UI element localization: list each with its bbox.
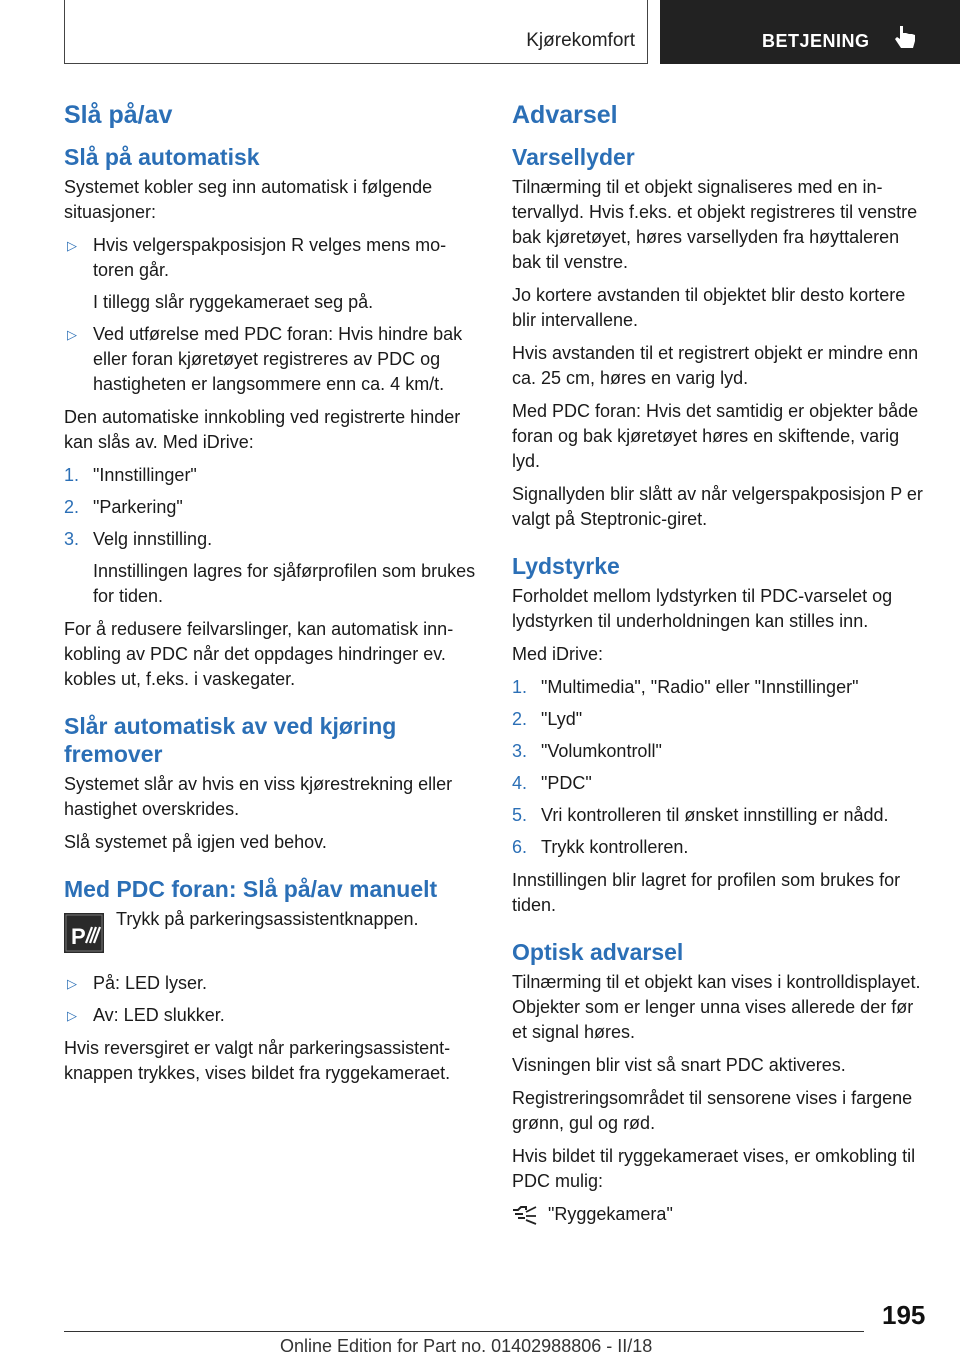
numbered-steps bbox=[64, 463, 476, 609]
paragraph: Den automatiske innkobling ved registrerte hinder kan slås av. Med iDrive: bbox=[64, 407, 461, 453]
list-item: 5. Vri kontrolleren til ønsket innstilling er nådd. bbox=[512, 805, 889, 826]
footer-divider bbox=[64, 1331, 864, 1332]
page-number: 195 bbox=[882, 1300, 926, 1330]
svg-text:P: P bbox=[71, 924, 86, 950]
heading-manual-pdc: Med PDC foran: Slå på/av manuelt bbox=[64, 876, 438, 903]
heading-warning-sounds: Varsellyder bbox=[512, 144, 635, 171]
heading-auto-off: Slår automatisk av ved kjøring fremover bbox=[64, 713, 397, 768]
footer-edition: Online Edition for Part no. 01402988806 - II/18 bbox=[280, 1336, 653, 1356]
paragraph: Systemet kobler seg inn automatisk i følgende situasjoner: bbox=[64, 177, 433, 223]
paragraph: For å redusere feilvarslinger, kan automatisk innkobling av PDC når det oppdages hindringer ev. kobles ut, f.eks. i vaskegater. bbox=[64, 619, 454, 690]
paragraph: Med PDC foran: Hvis det samtidig er objekter både foran og bak kjøretøyet høres en skiftende, varig lyd. bbox=[512, 401, 919, 472]
list-item: 3. Velg innstilling. Innstillingen lagres for sjåførprofilen som brukes for tiden. bbox=[64, 529, 476, 607]
numbered-steps bbox=[512, 675, 926, 860]
header-chapter-title: BETJENING bbox=[762, 31, 870, 51]
paragraph: Slå systemet på igjen ved behov. bbox=[64, 832, 327, 853]
paragraph: Registreringsområdet til sensorene vises i fargene grønn, gul og rød. bbox=[512, 1088, 913, 1134]
triangle-bullet-icon: ▷ bbox=[67, 238, 77, 254]
list-item: 1. "Innstillinger" bbox=[64, 465, 197, 486]
paragraph: Visningen blir vist så snart PDC aktiveres. bbox=[512, 1055, 846, 1076]
right-column bbox=[512, 100, 926, 1230]
heading-volume: Lydstyrke bbox=[512, 553, 620, 580]
paragraph: Tilnærming til et objekt kan vises i kontrolldisplayet. Objekter som er lenger unna vises allerede der før et signal høres. bbox=[512, 972, 921, 1043]
header-chapter-tab bbox=[660, 0, 960, 64]
rear-camera-icon bbox=[512, 1205, 538, 1225]
paragraph: Hvis avstanden til et registrert objekt er mindre enn ca. 25 cm, høres en varig lyd. bbox=[512, 343, 919, 389]
list-item: ▷ På: LED lyser. bbox=[64, 971, 476, 996]
list-item: ▷ Hvis velgerspakposisjon R velges mens motoren går. I tillegg slår ryggekameraet seg på. bbox=[67, 235, 447, 313]
header-section-title: Kjørekomfort bbox=[526, 30, 635, 51]
parking-assistant-button-icon bbox=[64, 913, 104, 953]
triangle-bullet-icon: ▷ bbox=[67, 327, 77, 343]
header-section-box bbox=[64, 0, 648, 64]
heading-switch-on-off: Slå på/av bbox=[64, 101, 173, 129]
paragraph: Hvis bildet til ryggekameraet vises, er omkobling til PDC mulig: bbox=[512, 1146, 916, 1192]
triangle-bullet-icon: ▷ bbox=[67, 1008, 77, 1024]
list-item: ▷ Ved utførelse med PDC foran: Hvis hindre bak eller foran kjøretøyet registreres av PDC og hastigheten er langsommere enn ca. 4 km/t. bbox=[67, 324, 463, 395]
heading-warning: Advarsel bbox=[512, 101, 618, 129]
paragraph: Innstillingen blir lagret for profilen som brukes for tiden. bbox=[512, 870, 901, 916]
paragraph: Med iDrive: bbox=[512, 644, 604, 665]
button-instruction: P Trykk på parkeringsassistentknappen. bbox=[64, 907, 476, 959]
list-item: 2. "Lyd" bbox=[512, 709, 583, 730]
paragraph: Hvis reversgiret er valgt når parkeringsassistentknappen trykkes, vises bildet fra ryggekameraet. bbox=[64, 1038, 451, 1084]
list-item: 3. "Volumkontroll" bbox=[512, 741, 662, 762]
pointing-hand-icon bbox=[894, 24, 918, 52]
paragraph: Systemet slår av hvis en viss kjørestrekning eller hastighet overskrides. bbox=[64, 774, 453, 820]
list-item: ▷ Av: LED slukker. bbox=[64, 1003, 476, 1028]
paragraph: Signallyden blir slått av når velgerspakposisjon P er valgt på Steptronic-giret. bbox=[512, 484, 923, 530]
heading-optical-warning: Optisk advarsel bbox=[512, 939, 684, 966]
list-item: 6. Trykk kontrolleren. bbox=[512, 837, 689, 858]
list-item: 1. "Multimedia", "Radio" eller "Innstillinger" bbox=[512, 677, 859, 698]
list-item: 2. "Parkering" bbox=[64, 497, 183, 518]
paragraph: Jo kortere avstanden til objektet blir desto kortere blir intervallene. bbox=[512, 285, 906, 331]
list-item: 4. "PDC" bbox=[512, 773, 592, 794]
paragraph: Tilnærming til et objekt signaliseres med en intervallyd. Hvis f.eks. et objekt registreres til venstre bak kjøretøyet, høres varsellyden fra høyttaleren bak til venstre. bbox=[512, 177, 918, 273]
menu-instruction: "Ryggekamera" bbox=[512, 1202, 926, 1230]
heading-auto-on: Slå på automatisk bbox=[64, 144, 260, 171]
paragraph: Forholdet mellom lydstyrken til PDC-varselet og lydstyrken til underholdningen kan stilles inn. bbox=[512, 586, 893, 632]
left-column bbox=[64, 100, 476, 1094]
bullet-list bbox=[64, 233, 476, 397]
triangle-bullet-icon: ▷ bbox=[67, 976, 77, 992]
bullet-list bbox=[64, 971, 476, 1028]
